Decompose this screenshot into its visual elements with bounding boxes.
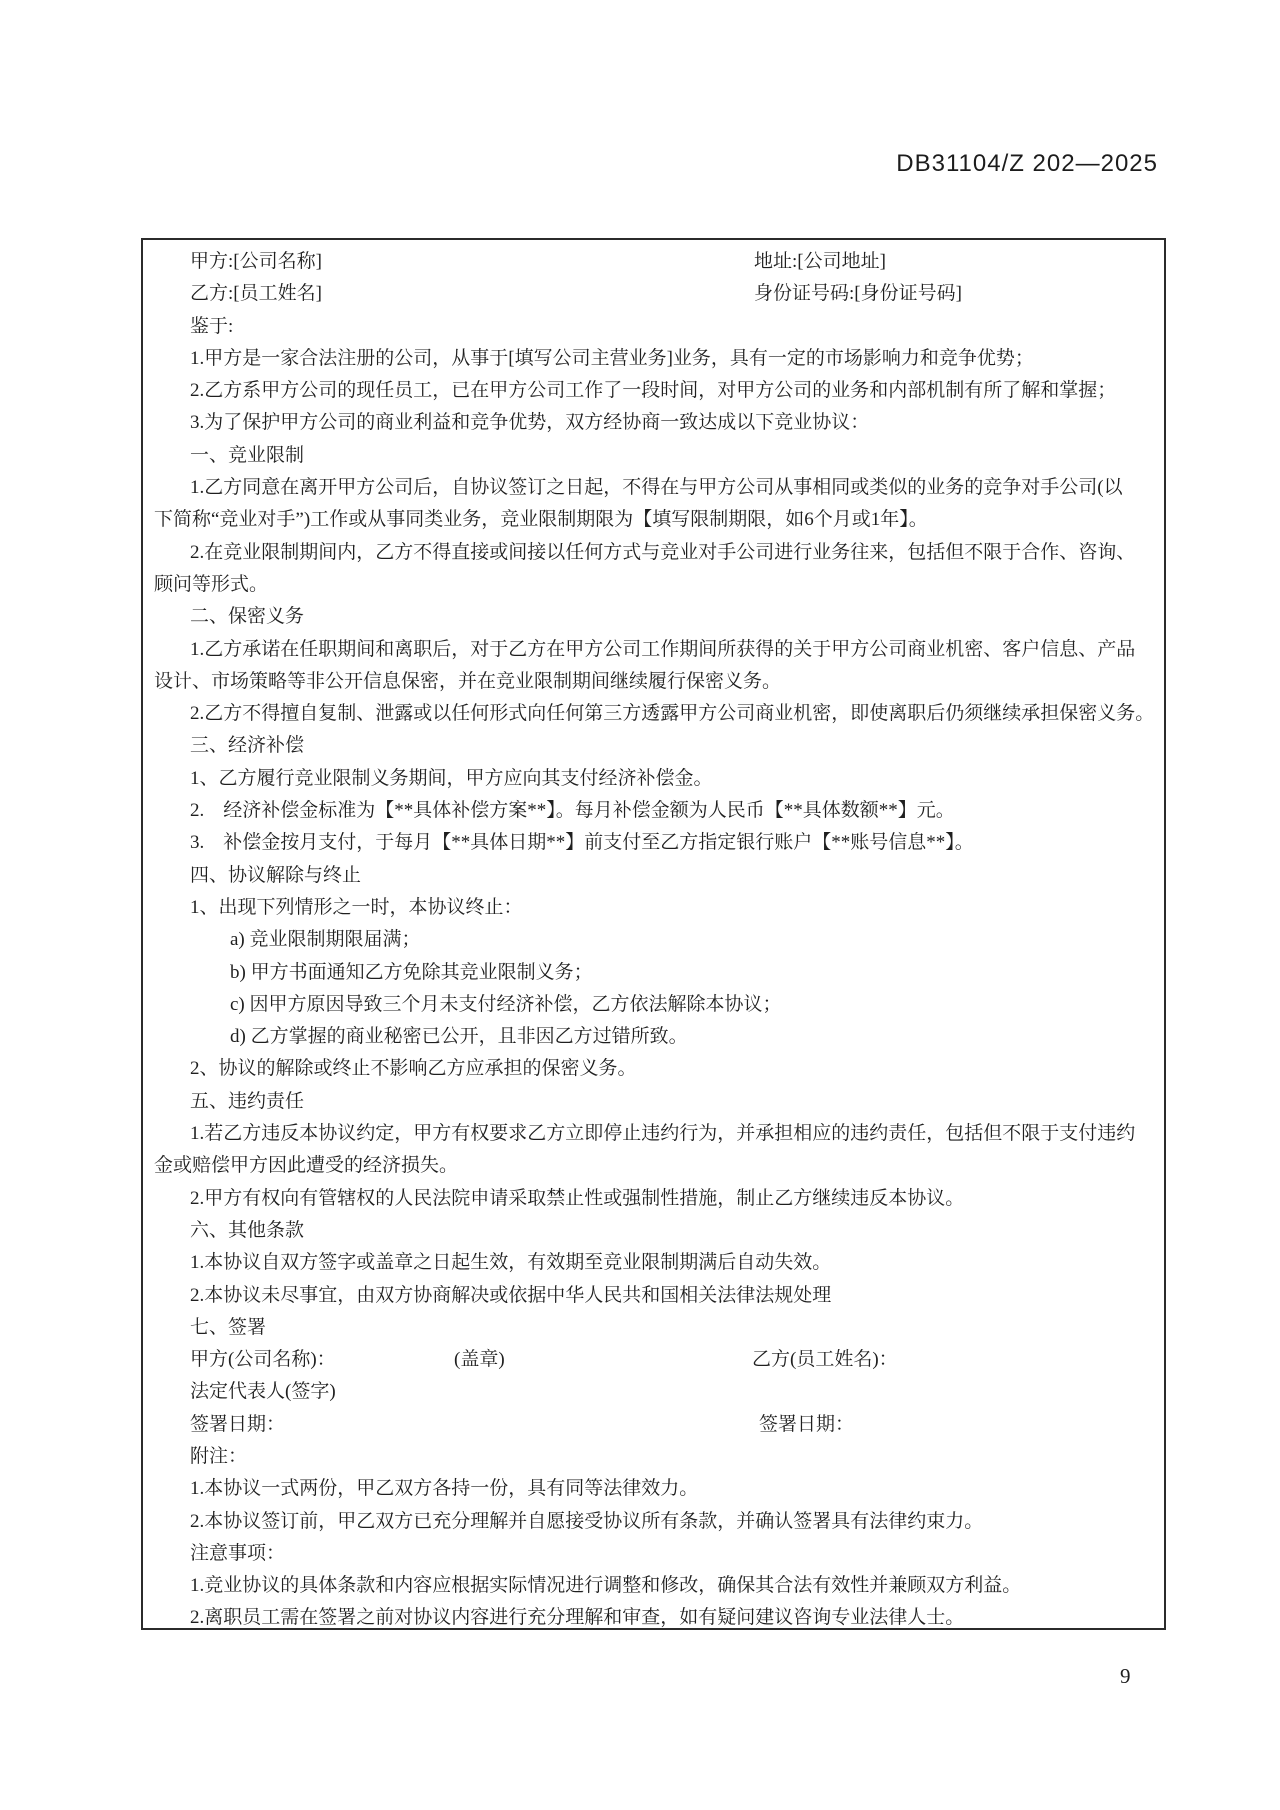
doc-line: 1.本协议自双方签字或盖章之日起生效，有效期至竞业限制期满后自动失效。 xyxy=(190,1252,832,1274)
standard-code: DB31104/Z 202—2025 xyxy=(896,150,1158,177)
doc-line: 五、违约责任 xyxy=(190,1090,305,1112)
doc-line-text: 甲方(公司名称)： xyxy=(190,1349,336,1371)
doc-line: 鉴于: xyxy=(190,315,234,337)
document-body xyxy=(154,246,1153,1635)
doc-line-text: (盖章) xyxy=(454,1349,505,1371)
doc-line: 1、出现下列情形之一时，本协议终止： xyxy=(190,896,523,918)
doc-line: 二、保密义务 xyxy=(190,606,305,628)
doc-line: 注意事项： xyxy=(190,1542,286,1564)
doc-line: 附注： xyxy=(190,1445,248,1467)
doc-line: 1.乙方同意在离开甲方公司后，自协议签订之日起，不得在与甲方公司从事相同或类似的业务的竞争对手公司(以 xyxy=(190,477,1123,499)
doc-line xyxy=(154,1344,1153,1376)
doc-line-text: 签署日期： xyxy=(190,1413,286,1435)
doc-line: 法定代表人(签字) xyxy=(190,1381,336,1403)
doc-line-text: 身份证号码:[身份证号码] xyxy=(754,283,962,305)
doc-line: c) 因甲方原因导致三个月未支付经济补偿，乙方依法解除本协议； xyxy=(230,993,782,1015)
doc-line: 3.为了保护甲方公司的商业利益和竞争优势，双方经协商一致达成以下竞业协议： xyxy=(190,412,870,434)
page-number: 9 xyxy=(1120,1664,1131,1688)
doc-line: 七、签署 xyxy=(190,1316,267,1338)
doc-line: 2.在竞业限制期间内，乙方不得直接或间接以任何方式与竞业对手公司进行业务往来，包括但不限于合作、咨询、 xyxy=(190,541,1136,563)
doc-line-text: 甲方:[公司名称] xyxy=(190,251,322,272)
doc-line: 下简称“竞业对手”)工作或从事同类业务，竞业限制期限为【填写限制期限，如6个月或1年】。 xyxy=(154,509,928,531)
doc-line: 1.甲方是一家合法注册的公司，从事于[填写公司主营业务]业务，具有一定的市场影响力和竞争优势； xyxy=(190,347,1034,369)
doc-line: 2.离职员工需在签署之前对协议内容进行充分理解和审查，如有疑问建议咨询专业法律人士。 xyxy=(190,1607,965,1629)
doc-line: 三、经济补偿 xyxy=(190,735,305,757)
doc-line: 2.乙方系甲方公司的现任员工，已在甲方公司工作了一段时间，对甲方公司的业务和内部机制有所了解和掌握； xyxy=(190,380,1117,402)
doc-line: 2.本协议未尽事宜，由双方协商解决或依据中华人民共和国相关法律法规处理 xyxy=(190,1284,832,1306)
doc-line-text: 乙方(员工姓名)： xyxy=(752,1349,898,1371)
doc-line-text: 乙方:[员工姓名] xyxy=(190,283,322,305)
doc-line: b) 甲方书面通知乙方免除其竞业限制义务； xyxy=(230,961,593,983)
doc-line: 1.乙方承诺在任职期间和离职后，对于乙方在甲方公司工作期间所获得的关于甲方公司商业机密、客户信息、产品 xyxy=(190,638,1136,660)
doc-line: 金或赔偿甲方因此遭受的经济损失。 xyxy=(154,1155,459,1177)
doc-line: 六、其他条款 xyxy=(190,1219,305,1241)
doc-line: 一、竞业限制 xyxy=(190,444,305,466)
doc-line-text: 签署日期： xyxy=(759,1413,855,1435)
doc-line: 1、乙方履行竞业限制义务期间，甲方应向其支付经济补偿金。 xyxy=(190,767,713,789)
document-border-box xyxy=(141,238,1166,1630)
doc-line: 3. 补偿金按月支付，于每月【**具体日期**】前支付至乙方指定银行账户【**账号信息**】。 xyxy=(190,832,974,854)
doc-line: 1.本协议一式两份，甲乙双方各持一份，具有同等法律效力。 xyxy=(190,1478,699,1500)
doc-line: 2. 经济补偿金标准为【**具体补偿方案**】。每月补偿金额为人民币【**具体数额**】元。 xyxy=(190,800,955,822)
doc-line: 1.竞业协议的具体条款和内容应根据实际情况进行调整和修改，确保其合法有效性并兼顾双方利益。 xyxy=(190,1575,1022,1597)
doc-line: a) 竞业限制期限届满； xyxy=(230,929,421,951)
doc-line xyxy=(154,278,1153,310)
doc-line: 设计、市场策略等非公开信息保密，并在竞业限制期间继续履行保密义务。 xyxy=(154,670,782,692)
doc-line: 四、协议解除与终止 xyxy=(190,864,362,886)
doc-line: 1.若乙方违反本协议约定，甲方有权要求乙方立即停止违约行为，并承担相应的违约责任，包括但不限于支付违约 xyxy=(190,1123,1136,1145)
doc-line: 2、协议的解除或终止不影响乙方应承担的保密义务。 xyxy=(190,1058,637,1080)
doc-line: d) 乙方掌握的商业秘密已公开，且非因乙方过错所致。 xyxy=(230,1026,688,1048)
doc-line: 2.本协议签订前，甲乙双方已充分理解并自愿接受协议所有条款，并确认签署具有法律约束力。 xyxy=(190,1510,984,1532)
doc-line: 2.甲方有权向有管辖权的人民法院申请采取禁止性或强制性措施，制止乙方继续违反本协议。 xyxy=(190,1187,965,1209)
doc-line xyxy=(154,246,1153,278)
doc-line: 顾问等形式。 xyxy=(154,573,269,595)
doc-line: 2.乙方不得擅自复制、泄露或以任何形式向任何第三方透露甲方公司商业机密，即使离职后仍须继续承担保密义务。 xyxy=(190,703,1155,725)
doc-line-text: 地址:[公司地址] xyxy=(754,251,886,272)
doc-line xyxy=(154,1409,1153,1441)
